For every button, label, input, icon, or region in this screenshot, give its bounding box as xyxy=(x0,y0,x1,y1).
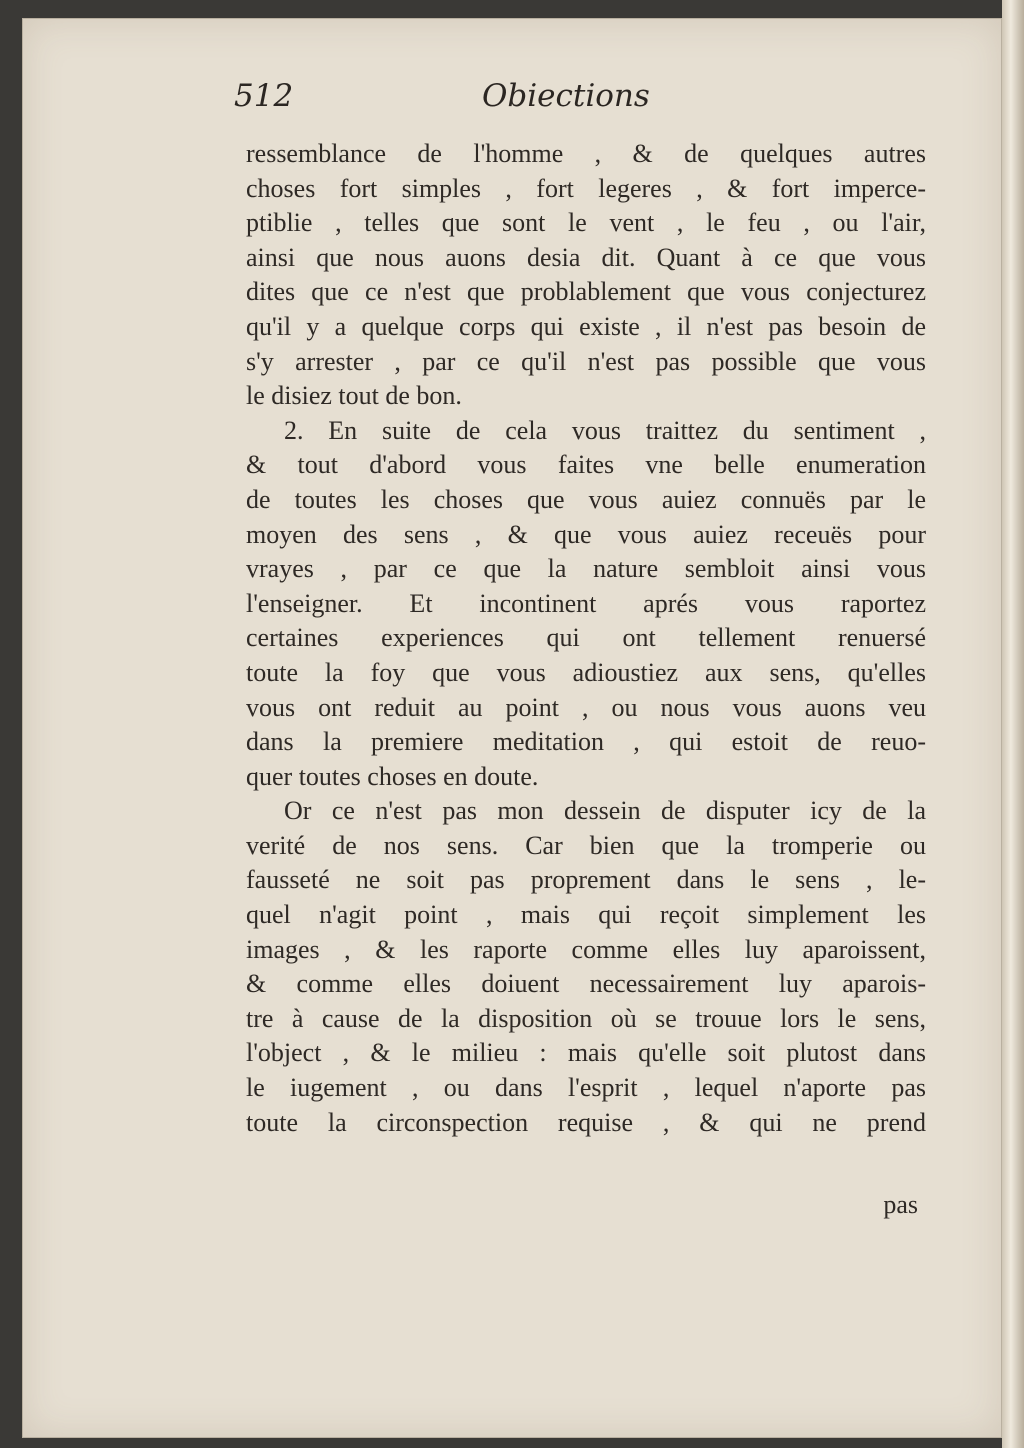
text-line: 2. En suite de cela vous traittez du sentiment , xyxy=(284,415,926,445)
page-number: 512 xyxy=(234,78,294,114)
text-line: l'enseigner. Et incontinent aprés vous raportez xyxy=(246,588,926,618)
text-line: images , & les raporte comme elles luy aparoissent, xyxy=(246,934,926,964)
text-line: certaines experiences qui ont tellement renuersé xyxy=(246,623,926,653)
text-line: ressemblance de l'homme , & de quelques autres xyxy=(246,139,926,168)
text-line: Or ce n'est pas mon dessein de disputer icy de la xyxy=(284,796,926,826)
text-line: l'object , & le milieu : mais qu'elle soit plutost dans xyxy=(246,1038,926,1068)
text-line: moyen des sens , & que vous auiez receuës pour xyxy=(246,519,926,549)
text-line: verité de nos sens. Car bien que la tromperie ou xyxy=(246,830,926,860)
text-line: toute la foy que vous adioustiez aux sens, qu'elles xyxy=(246,657,926,687)
text-line: choses fort simples , fort legeres , & fort imperce- xyxy=(246,173,926,203)
text-line: quel n'agit point , mais qui reçoit simplement les xyxy=(246,900,926,930)
text-line: s'y arrester , par ce qu'il n'est pas possible que vous xyxy=(246,346,926,376)
text-line: vous ont reduit au point , ou nous vous auons veu xyxy=(246,692,926,722)
catchword: pas xyxy=(883,1190,918,1219)
text-line: dites que ce n'est que problablement que vous conjecturez xyxy=(246,277,926,307)
running-title: Obiections xyxy=(482,78,650,114)
text-line: dans la premiere meditation , qui estoit de reuo- xyxy=(246,727,926,757)
text-line: fausseté ne soit pas proprement dans le sens , le- xyxy=(246,865,926,895)
text-line: ptiblie , telles que sont le vent , le feu , ou l'air, xyxy=(246,208,926,238)
text-line: vrayes , par ce que la nature sembloit ainsi vous xyxy=(246,554,926,584)
text-line: le iugement , ou dans l'esprit , lequel n'aporte pas xyxy=(246,1073,926,1103)
text-line: tre à cause de la disposition où se trouue lors le sens, xyxy=(246,1003,926,1033)
body-text xyxy=(246,137,926,1140)
text-line: & comme elles doiuent necessairement luy aparois- xyxy=(246,969,926,999)
text-line: qu'il y a quelque corps qui existe , il n'est pas besoin de xyxy=(246,311,926,341)
text-line: de toutes les choses que vous auiez connuës par le xyxy=(246,484,926,514)
text-line: toute la circonspection requise , & qui ne prend xyxy=(246,1107,926,1137)
text-line: ainsi que nous auons desia dit. Quant à ce que vous xyxy=(246,242,926,272)
text-line: le disiez tout de bon. xyxy=(246,381,462,411)
facing-page-edge xyxy=(1002,0,1024,1448)
text-line: quer toutes choses en doute. xyxy=(246,761,539,791)
text-line: & tout d'abord vous faites vne belle enumeration xyxy=(246,450,926,480)
page-header xyxy=(234,78,654,118)
